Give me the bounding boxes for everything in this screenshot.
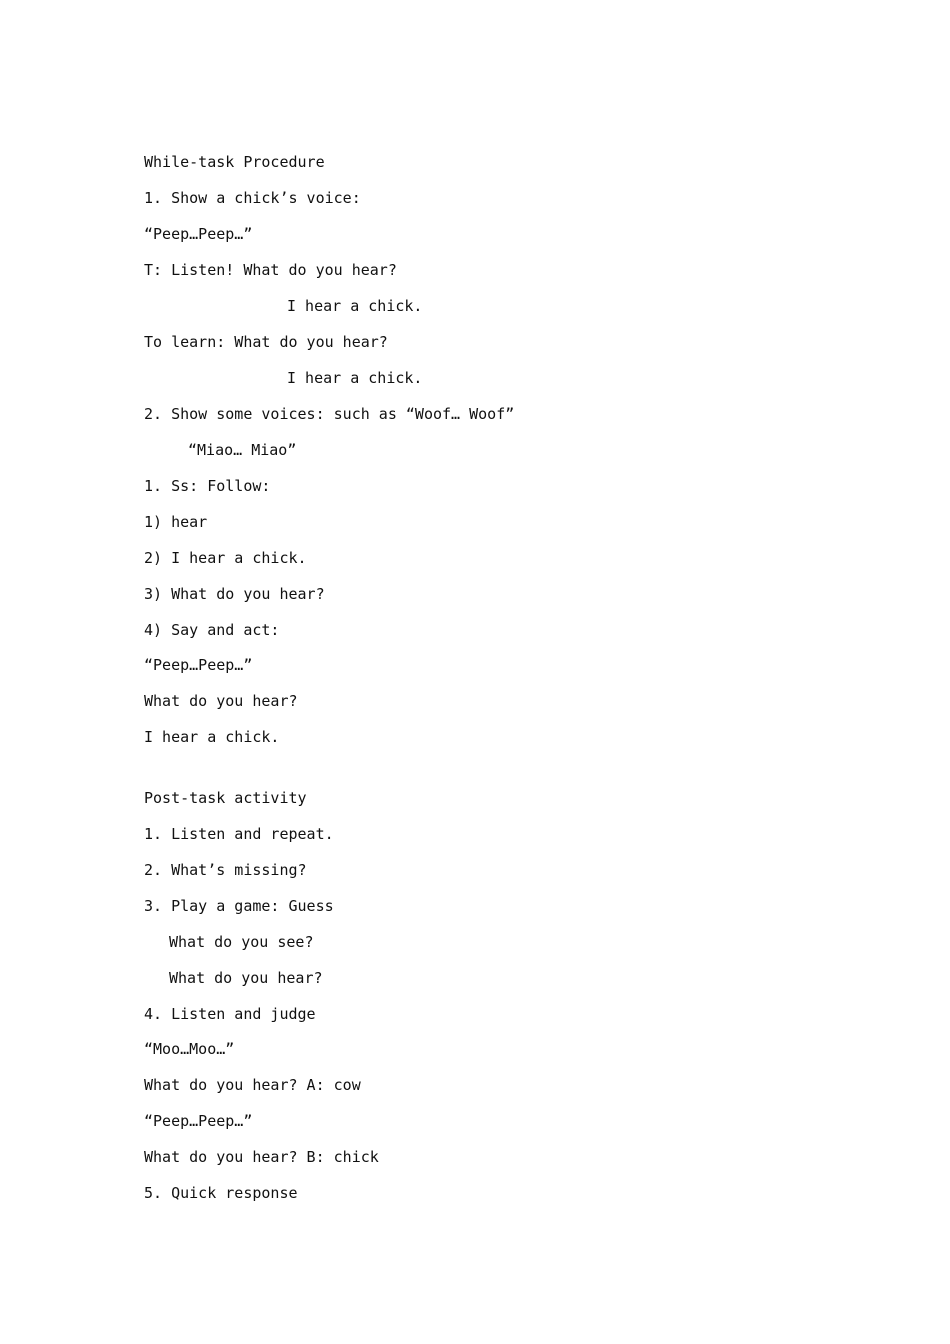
text-line: T: Listen! What do you hear? xyxy=(144,261,397,279)
text-line: 1) hear xyxy=(144,513,208,531)
text-line: 5. Quick response xyxy=(144,1184,298,1202)
text-line: What do you hear? B: chick xyxy=(144,1148,379,1166)
text-line: What do you see? xyxy=(169,933,314,951)
text-line: “Peep…Peep…” xyxy=(144,656,253,674)
text-line: “Moo…Moo…” xyxy=(144,1040,235,1058)
text-line: 3) What do you hear? xyxy=(144,585,325,603)
text-line: I hear a chick. xyxy=(287,369,423,387)
text-line: 1. Listen and repeat. xyxy=(144,825,334,843)
section-heading-post-task: Post-task activity xyxy=(144,789,307,807)
section-heading-while-task: While-task Procedure xyxy=(144,153,325,171)
text-line: “Peep…Peep…” xyxy=(144,1112,253,1130)
text-line: What do you hear? xyxy=(144,692,298,710)
text-line: To learn: What do you hear? xyxy=(144,333,388,351)
text-line: What do you hear? A: cow xyxy=(144,1076,361,1094)
text-line: I hear a chick. xyxy=(287,297,423,315)
text-line: 2. Show some voices: such as “Woof… Woof” xyxy=(144,405,515,423)
text-line: I hear a chick. xyxy=(144,728,280,746)
text-line: 1. Ss: Follow: xyxy=(144,477,271,495)
text-line: What do you hear? xyxy=(169,969,323,987)
text-line: “Peep…Peep…” xyxy=(144,225,253,243)
text-line: 4) Say and act: xyxy=(144,621,280,639)
text-line: “Miao… Miao” xyxy=(188,441,297,459)
text-line: 2. What’s missing? xyxy=(144,861,307,879)
text-line: 3. Play a game: Guess xyxy=(144,897,334,915)
text-line: 2) I hear a chick. xyxy=(144,549,307,567)
text-line: 4. Listen and judge xyxy=(144,1005,316,1023)
text-line: 1. Show a chick’s voice: xyxy=(144,189,361,207)
